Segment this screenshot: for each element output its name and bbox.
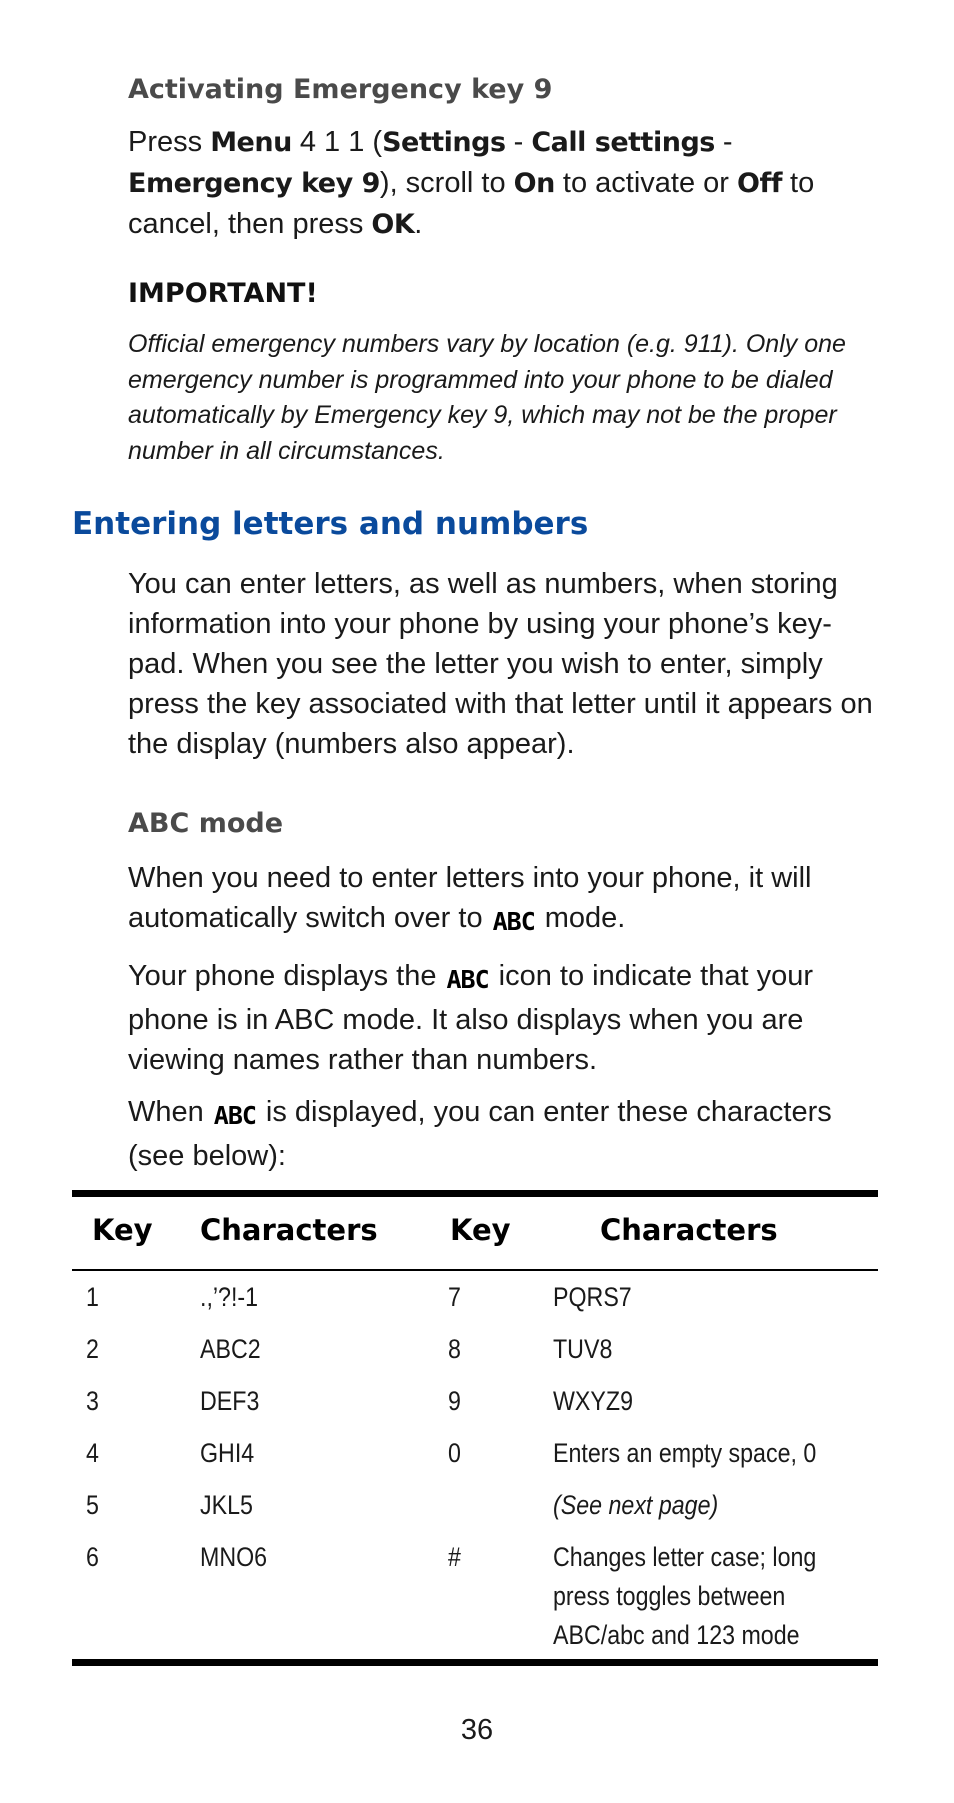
table-cell-key: 0	[448, 1438, 461, 1468]
text: When	[128, 1096, 204, 1128]
text: -	[505, 126, 532, 158]
table-cell-chars: MNO6	[200, 1542, 268, 1572]
table-cell-key: 9	[448, 1386, 461, 1416]
table-cell-key: 3	[86, 1386, 99, 1416]
text: Your phone displays the	[128, 960, 437, 992]
emergency-key-command: Emergency key 9	[128, 168, 380, 199]
header-characters-right: Characters	[600, 1213, 778, 1247]
table-cell-key: 6	[86, 1542, 99, 1572]
header-characters-left: Characters	[200, 1213, 378, 1247]
table-cell-chars: TUV8	[553, 1334, 613, 1364]
text: When you need to enter letters into your phone, it will automatically switch over to	[128, 862, 812, 934]
abc-mode-icon: ABC	[213, 1101, 256, 1130]
table-cell-chars: JKL5	[200, 1490, 253, 1520]
important-note: Official emergency numbers vary by location (e.g. 911). Only one emergency number is programmed into your phone to be dialed automatically by Emergency key 9, which may not be the proper number in all circumstances.	[128, 330, 846, 465]
on-option: On	[513, 168, 555, 199]
table-cell-chars: PQRS7	[553, 1282, 632, 1312]
abc-mode-paragraph-1	[128, 858, 888, 942]
table-cell-key: 7	[448, 1282, 461, 1312]
header-key-left: Key	[92, 1213, 153, 1247]
settings-command: Settings	[382, 127, 506, 158]
table-cell-key: 4	[86, 1438, 99, 1468]
text: is displayed, you can enter these characters (see below):	[128, 1096, 832, 1172]
text: mode.	[544, 902, 626, 934]
text: -	[714, 126, 733, 158]
off-option: Off	[737, 168, 782, 199]
abc-mode-paragraph-2	[128, 956, 888, 1080]
table-cell-chars: GHI4	[200, 1438, 255, 1468]
abc-mode-icon: ABC	[446, 965, 489, 994]
menu-command: Menu	[210, 127, 292, 158]
table-cell-key: 2	[86, 1334, 99, 1364]
table-cell-key: 5	[86, 1490, 99, 1520]
abc-mode-icon: ABC	[492, 907, 535, 936]
text: Press	[128, 126, 211, 158]
page-number: 36	[460, 1714, 494, 1746]
table-top-rule	[72, 1190, 878, 1197]
abc-mode-heading: ABC mode	[128, 808, 284, 839]
text: to activate or	[554, 167, 737, 199]
table-cell-chars: .,’?!-1	[200, 1282, 259, 1312]
table-cell-chars: WXYZ9	[553, 1386, 633, 1416]
text: .	[414, 208, 423, 240]
table-cell-key: 1	[86, 1282, 99, 1312]
table-cell-key: 8	[448, 1334, 461, 1364]
table-header	[72, 1197, 878, 1269]
character-table	[72, 1190, 878, 1666]
table-body	[72, 1271, 878, 1659]
important-label: IMPORTANT!	[128, 278, 318, 309]
ok-command: OK	[371, 209, 415, 240]
entering-intro: You can enter letters, as well as numbers, when storing information into your phone by using your phone’s key-pad. When you see the letter you wish to enter, simply press the key associated with that letter until it appears on the display (numbers also appear).	[128, 568, 873, 760]
section-heading: Entering letters and numbers	[72, 506, 589, 542]
call-settings-command: Call settings	[531, 127, 715, 158]
table-cell-chars: (See next page)	[553, 1490, 719, 1520]
header-key-right: Key	[450, 1213, 511, 1247]
table-cell-key: #	[448, 1542, 461, 1572]
table-cell-chars: ABC2	[200, 1334, 261, 1364]
abc-mode-paragraph-3	[128, 1092, 888, 1176]
emergency-heading: Activating Emergency key 9	[128, 74, 553, 105]
text: icon to indicate that your phone is in ABC mode. It also displays when you are viewing names rather than numbers.	[128, 960, 814, 1076]
text: to cancel, then press	[128, 167, 815, 240]
text: ), scroll to	[379, 167, 514, 199]
table-cell-chars: Changes letter case; long press toggles between ABC/abc and 123 mode	[553, 1542, 817, 1650]
table-bottom-rule	[72, 1659, 878, 1666]
text: 4 1 1 (	[291, 126, 383, 158]
table-cell-chars: Enters an empty space, 0	[553, 1438, 817, 1468]
emergency-instructions	[128, 122, 888, 245]
table-cell-chars: DEF3	[200, 1386, 260, 1416]
